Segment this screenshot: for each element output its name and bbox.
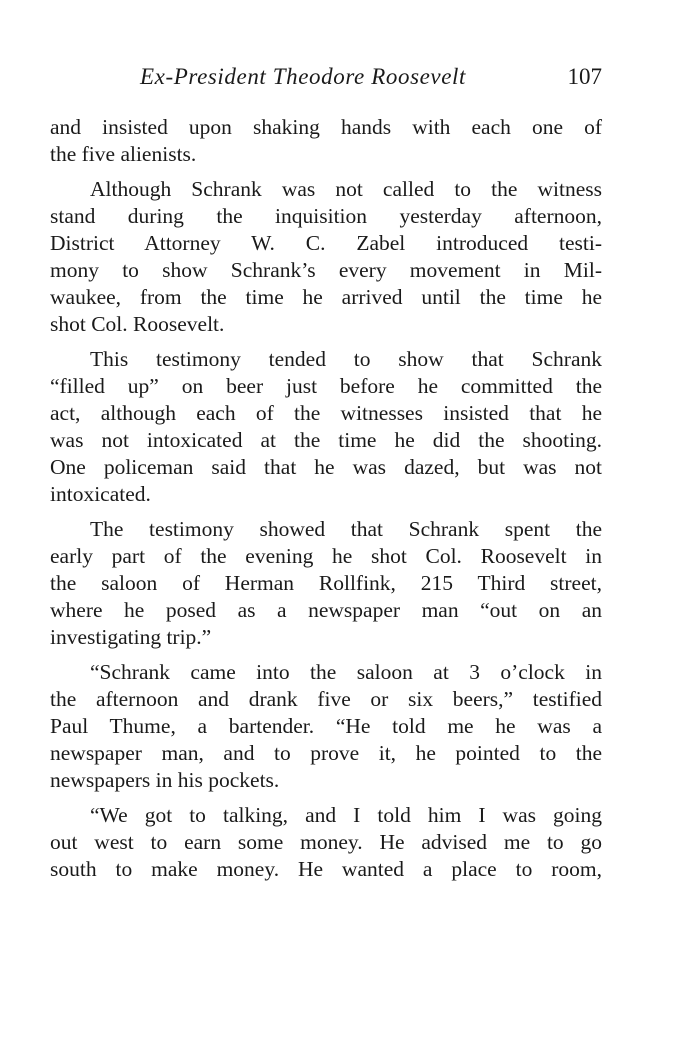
text-line: early part of the evening he shot Col. Roosevelt in [50, 544, 602, 568]
text-line: newspaper man, and to prove it, he pointed to the [50, 741, 602, 765]
text-line: and insisted upon shaking hands with each one of [50, 115, 602, 139]
paragraph [50, 346, 602, 508]
text-line: intoxicated. [50, 482, 151, 506]
text-line: One policeman said that he was dazed, but was not [50, 455, 602, 479]
body-text [50, 114, 602, 891]
paragraph [50, 114, 602, 168]
text-line: The testimony showed that Schrank spent the [90, 517, 602, 541]
text-line: “We got to talking, and I told him I was going [90, 803, 602, 827]
paragraph [50, 802, 602, 883]
paragraph [50, 516, 602, 651]
text-line: the five alienists. [50, 142, 197, 166]
text-line: the afternoon and drank five or six beers,” testified [50, 687, 602, 711]
running-head [50, 64, 602, 98]
text-line: south to make money. He wanted a place to room, [50, 857, 602, 881]
text-line: This testimony tended to show that Schrank [90, 347, 602, 371]
text-line: was not intoxicated at the time he did the shooting. [50, 428, 602, 452]
paragraph [50, 176, 602, 338]
text-line: the saloon of Herman Rollfink, 215 Third street, [50, 571, 602, 595]
text-line: District Attorney W. C. Zabel introduced testi- [50, 231, 602, 255]
page-number: 107 [567, 64, 602, 89]
text-line: Paul Thume, a bartender. “He told me he was a [50, 714, 602, 738]
text-line: shot Col. Roosevelt. [50, 312, 225, 336]
text-line: newspapers in his pockets. [50, 768, 280, 792]
running-title: Ex-President Theodore Roosevelt [140, 64, 467, 89]
text-line: waukee, from the time he arrived until the time he [50, 285, 602, 309]
text-line: “filled up” on beer just before he committed the [50, 374, 602, 398]
text-line: Although Schrank was not called to the witness [90, 177, 602, 201]
paragraph [50, 659, 602, 794]
text-line: stand during the inquisition yesterday afternoon, [50, 204, 602, 228]
text-line: mony to show Schrank’s every movement in Mil- [50, 258, 602, 282]
text-line: where he posed as a newspaper man “out on an [50, 598, 602, 622]
text-line: investigating trip.” [50, 625, 212, 649]
text-line: act, although each of the witnesses insisted that he [50, 401, 602, 425]
text-line: out west to earn some money. He advised me to go [50, 830, 602, 854]
text-line: “Schrank came into the saloon at 3 o’clock in [90, 660, 602, 684]
